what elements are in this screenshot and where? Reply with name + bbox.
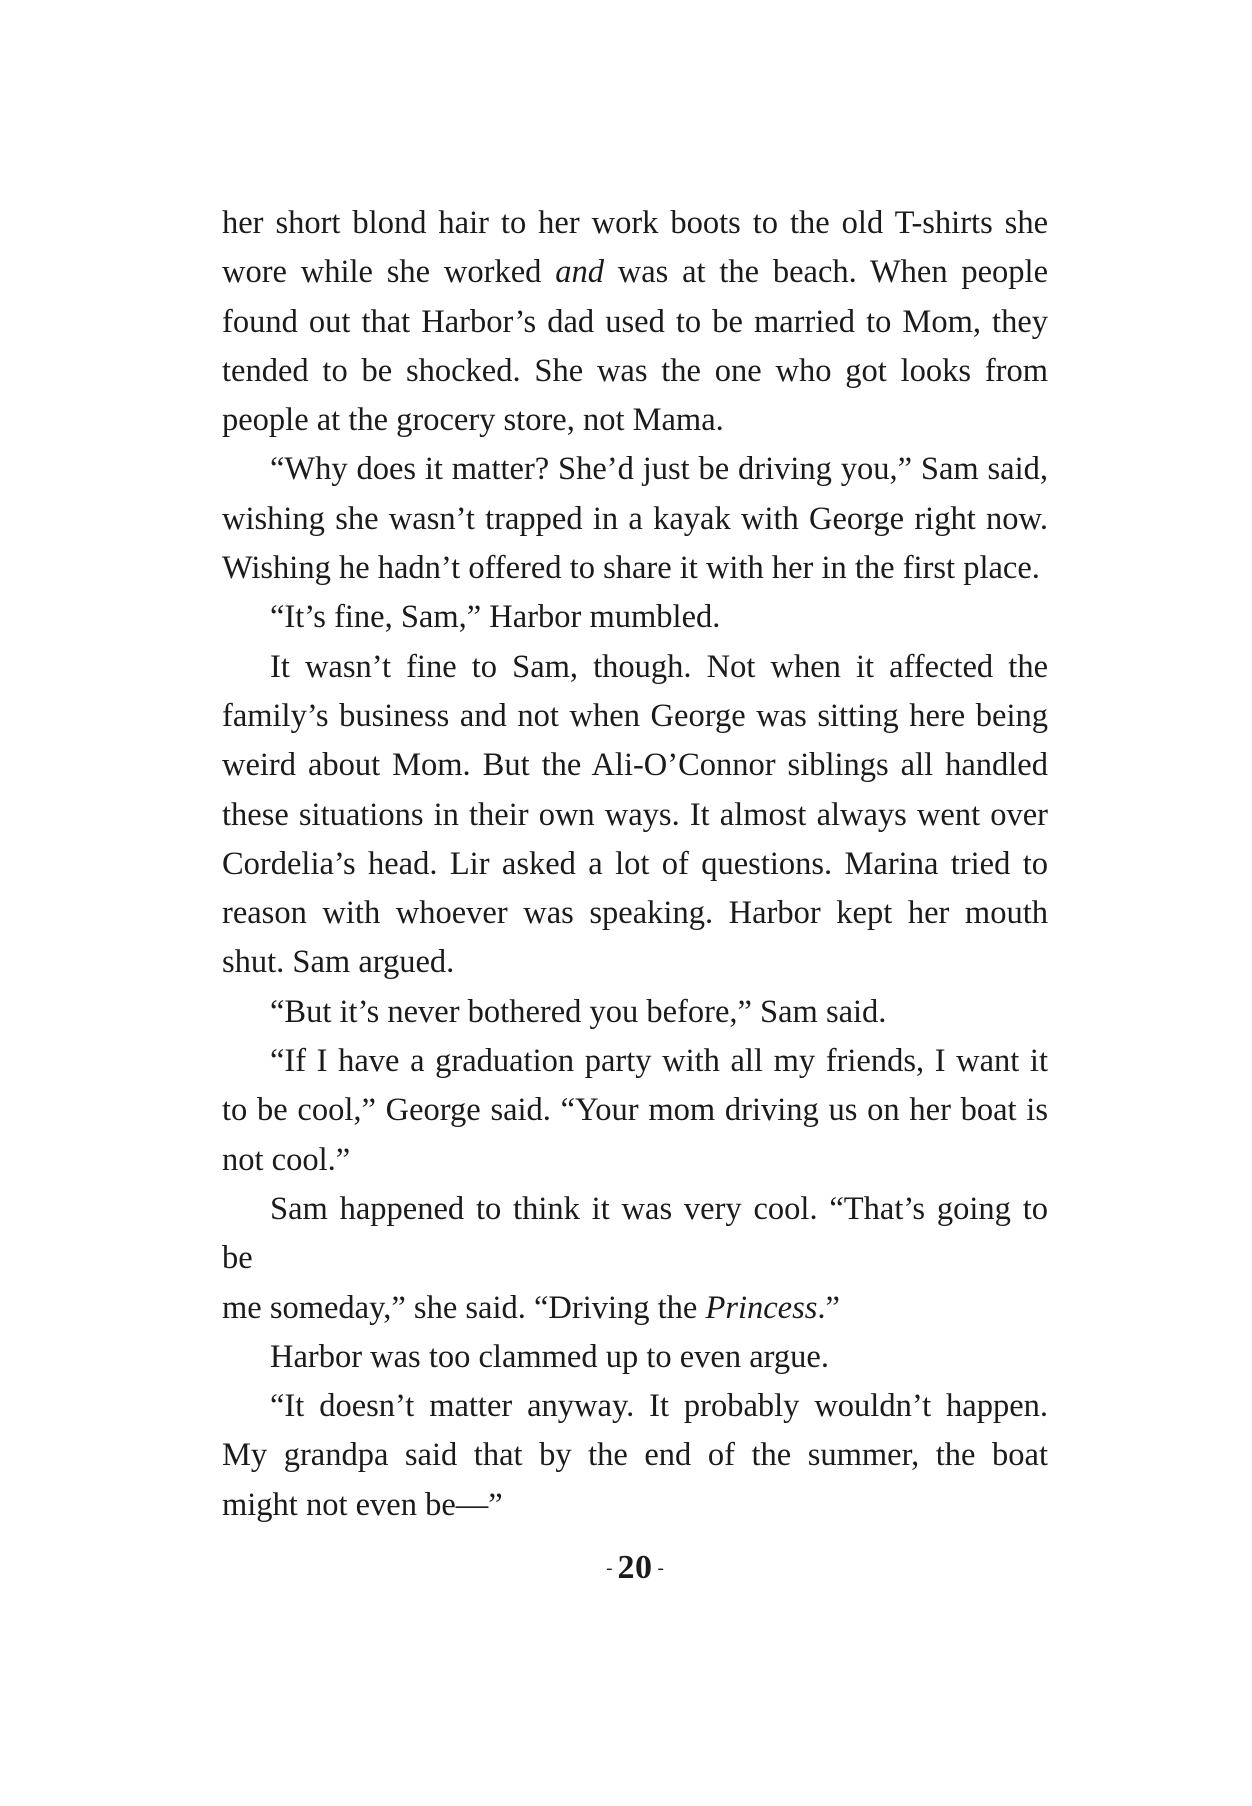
text-segment: Cordelia’s head. Lir asked a lot of questions. Marina tried to [222,845,1048,882]
paragraph [222,1382,1048,1530]
paragraph [222,593,1048,642]
text-line [222,248,1048,297]
text-line [222,1086,1048,1135]
text-segment: to be cool,” George said. “Your mom driving us on her boat is [222,1092,1048,1129]
text-line [222,791,1048,840]
text-line [222,298,1048,347]
text-line [222,445,1048,494]
text-segment: found out that Harbor’s dad used to be married to Mom, they [222,303,1048,340]
text-segment: “It’s fine, Sam,” Harbor mumbled. [270,599,721,636]
page-number-value: 20 [617,1549,653,1586]
text-segment: not cool.” [222,1141,351,1178]
page-number [222,1548,1048,1587]
paragraph [222,1185,1048,1333]
text-line [222,1185,1048,1284]
text-line [222,1382,1048,1431]
text-line [222,692,1048,741]
text-line [222,1037,1048,1086]
text-line [222,495,1048,544]
text-segment: shut. Sam argued. [222,944,455,981]
italic-text: and [555,254,604,291]
text-segment: weird about Mom. But the Ali-O’Connor siblings all handled [222,747,1048,784]
page-body [222,199,1048,1530]
text-segment: “But it’s never bothered you before,” Sam said. [270,993,887,1030]
paragraph [222,988,1048,1037]
text-segment: Sam happened to think it was very cool. “That’s going to be [222,1190,1048,1277]
text-line [222,938,1048,987]
text-line [222,643,1048,692]
text-segment: people at the grocery store, not Mama. [222,402,724,439]
text-line [222,1284,1048,1333]
text-segment: .” [817,1289,840,1326]
text-line [222,544,1048,593]
text-segment: “It doesn’t matter anyway. It probably wouldn’t happen. [270,1388,1048,1425]
text-line [222,1481,1048,1530]
text-segment: family’s business and not when George was sitting here being [222,697,1048,734]
text-line [222,199,1048,248]
text-segment: Harbor was too clammed up to even argue. [270,1338,829,1375]
text-segment: wore while she worked [222,254,556,291]
text-line [222,396,1048,445]
text-segment: these situations in their own ways. It almost always went over [222,796,1048,833]
paragraph [222,1333,1048,1382]
text-line [222,988,1048,1037]
text-line [222,1136,1048,1185]
text-segment: reason with whoever was speaking. Harbor kept her mouth [222,895,1048,932]
text-segment: “Why does it matter? She’d just be driving you,” Sam said, [270,451,1048,488]
paragraph [222,199,1048,445]
text-line [222,1431,1048,1480]
text-segment: might not even be—” [222,1486,503,1523]
text-segment: tended to be shocked. She was the one who got looks from [222,352,1048,389]
text-line [222,1333,1048,1382]
text-line [222,593,1048,642]
text-segment: Wishing he hadn’t offered to share it with her in the first place. [222,550,1040,587]
text-segment: me someday,” she said. “Driving the [222,1289,706,1326]
page-number-dash-right: - [657,1558,664,1579]
text-segment: was at the beach. When people [603,254,1049,291]
text-segment: My grandpa said that by the end of the summer, the boat [222,1437,1048,1474]
text-line [222,347,1048,396]
text-segment: “If I have a graduation party with all my friends, I want it [270,1043,1048,1080]
text-line [222,840,1048,889]
text-segment: her short blond hair to her work boots to the old T-shirts she [222,205,1048,241]
paragraph [222,643,1048,988]
text-segment: wishing she wasn’t trapped in a kayak with George right now. [222,500,1048,537]
text-segment: It wasn’t fine to Sam, though. Not when it affected the [270,648,1048,685]
paragraph [222,445,1048,593]
text-line [222,741,1048,790]
text-line [222,889,1048,938]
paragraph [222,1037,1048,1185]
page-number-dash-left: - [606,1558,613,1579]
italic-text: Princess [705,1289,818,1326]
